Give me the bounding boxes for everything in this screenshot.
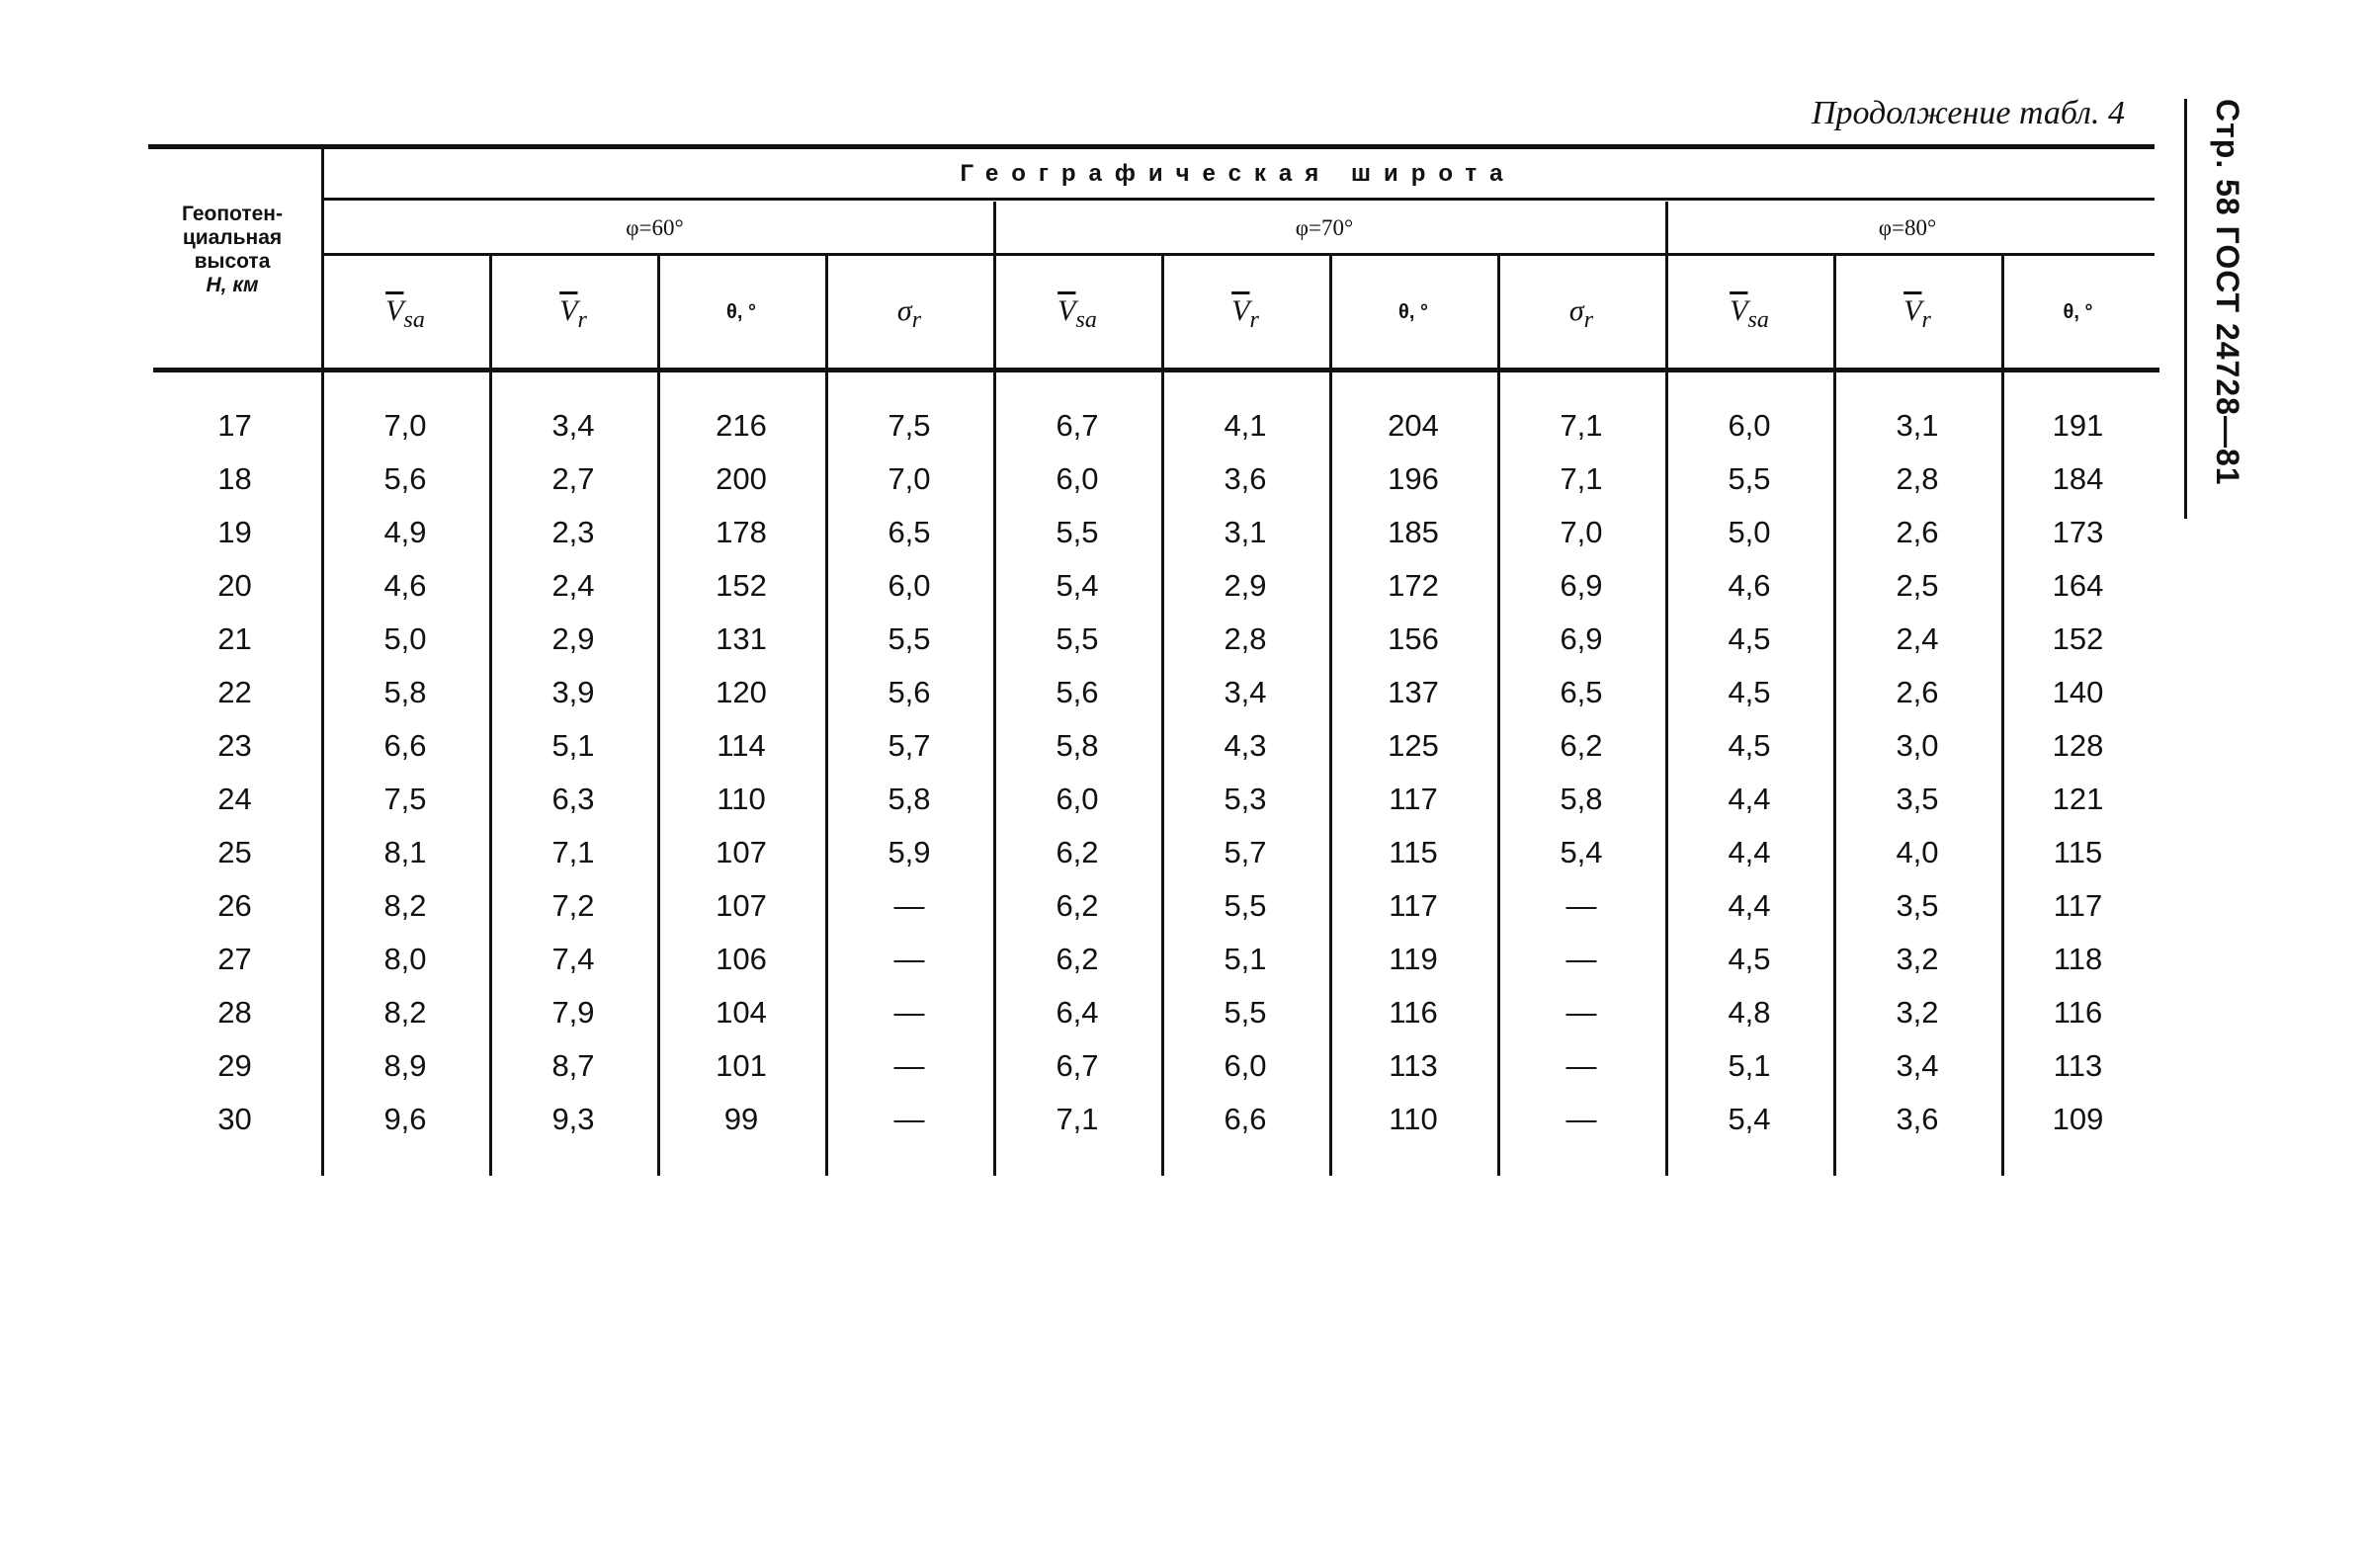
table-cell: 5,8	[383, 675, 427, 709]
column-header-sigma: $\sigma_r$	[896, 294, 922, 333]
table-cell: 6,2	[1560, 728, 1603, 763]
table-cell: 3,0	[1896, 728, 1939, 763]
table-cell: 110	[1389, 1102, 1438, 1136]
column-header-vsa: $\overline{V}_{sa}$	[1057, 294, 1097, 333]
table-cell: 6,9	[1560, 621, 1603, 656]
table-cell: 4,4	[1728, 835, 1771, 869]
table-cell: 7,0	[383, 408, 427, 443]
table-cell: 107	[716, 835, 767, 869]
group-title: Географическая широта	[960, 160, 1516, 187]
row-height-cell: 24	[217, 782, 252, 816]
header-bottom-rule	[153, 368, 2159, 372]
table-cell: 184	[2052, 461, 2104, 496]
table-cell: 6,0	[888, 568, 931, 603]
row-height-cell: 27	[217, 942, 252, 976]
table-cell: 4,4	[1728, 782, 1771, 816]
row-height-cell: 23	[217, 728, 252, 763]
table-cell: 2,3	[551, 515, 595, 549]
row-header-line-4: H, км	[206, 274, 259, 296]
row-height-cell: 20	[217, 568, 252, 603]
table-cell: 7,1	[1560, 461, 1603, 496]
table-cell: 3,1	[1896, 408, 1939, 443]
latitude-80: φ=80°	[1878, 215, 1937, 240]
table-cell: 5,8	[1056, 728, 1099, 763]
table-cell: 117	[2053, 888, 2103, 923]
table-cell: 196	[1388, 461, 1439, 496]
table-cell: 2,8	[1224, 621, 1267, 656]
table-cell: 116	[2053, 995, 2103, 1030]
table-cell: 7,5	[888, 408, 931, 443]
table-cell: 8,2	[383, 888, 427, 923]
table-cell: 9,3	[551, 1102, 595, 1136]
row-height-cell: 17	[217, 408, 252, 443]
row-height-cell: 26	[217, 888, 252, 923]
table-cell: 4,5	[1728, 675, 1771, 709]
table-cell: 110	[717, 782, 766, 816]
table-cell: 6,7	[1056, 408, 1099, 443]
table-cell: 118	[2053, 942, 2103, 976]
table-cell: 3,2	[1896, 942, 1939, 976]
table-cell: 3,2	[1896, 995, 1939, 1030]
column-header-vr: $\overline{V}_r$	[1231, 294, 1259, 333]
table-cell: 7,0	[888, 461, 931, 496]
table-cell: 7,1	[1560, 408, 1603, 443]
table-cell: 104	[716, 995, 767, 1030]
table-cell: 152	[716, 568, 767, 603]
table-cell: 8,7	[551, 1048, 595, 1083]
table-cell: 2,9	[1224, 568, 1267, 603]
column-header-sigma: $\sigma_r$	[1568, 294, 1594, 333]
table-cell: 4,5	[1728, 728, 1771, 763]
table-cell: 5,5	[1728, 461, 1771, 496]
column-header-vsa: $\overline{V}_{sa}$	[1730, 294, 1769, 333]
table-cell: 6,5	[888, 515, 931, 549]
table-cell: 7,1	[1056, 1102, 1099, 1136]
table-cell: 109	[2052, 1102, 2104, 1136]
table-cell: 5,0	[383, 621, 427, 656]
table-cell: 3,1	[1224, 515, 1267, 549]
table-cell: 121	[2052, 782, 2104, 816]
table-top-rule	[148, 144, 2155, 149]
table-cell: 131	[716, 621, 767, 656]
table-cell: 4,5	[1728, 621, 1771, 656]
row-height-cell: 25	[217, 835, 252, 869]
page-side-header: Стр. 58 ГОСТ 24728—81	[2210, 99, 2245, 486]
table-cell: 5,4	[1728, 1102, 1771, 1136]
table-cell: 7,9	[551, 995, 595, 1030]
row-height-cell: 18	[217, 461, 252, 496]
row-height-cell: 29	[217, 1048, 252, 1083]
table-cell: 5,8	[1560, 782, 1603, 816]
column-header-vr: $\overline{V}_r$	[1903, 294, 1931, 333]
table-cell: 3,5	[1896, 888, 1939, 923]
column-header-vr: $\overline{V}_r$	[559, 294, 587, 333]
table-cell: 5,5	[1224, 995, 1267, 1030]
table-cell: 5,8	[888, 782, 931, 816]
table-cell: 5,3	[1224, 782, 1267, 816]
table-cell: 117	[1389, 782, 1438, 816]
table-cell: 200	[716, 461, 767, 496]
table-cell: 4,9	[383, 515, 427, 549]
table-cell: 4,4	[1728, 888, 1771, 923]
table-cell: 185	[1388, 515, 1439, 549]
table-cell: —	[1565, 1102, 1597, 1136]
table-cell: 2,6	[1896, 675, 1939, 709]
table-cell: —	[893, 995, 925, 1030]
table-cell: 191	[2052, 408, 2104, 443]
row-header-line-3: высота	[194, 250, 271, 273]
row-header-line-2: циальная	[182, 226, 283, 249]
table-cell: 106	[716, 942, 767, 976]
table-cell: —	[893, 888, 925, 923]
table-cell: —	[893, 1102, 925, 1136]
table-cell: 6,0	[1224, 1048, 1267, 1083]
table-cell: 7,0	[1560, 515, 1603, 549]
table-cell: —	[1565, 995, 1597, 1030]
latitude-rule	[321, 253, 2155, 256]
group-title-rule	[321, 198, 2155, 201]
table-cell: 6,5	[1560, 675, 1603, 709]
table-cell: 5,1	[1728, 1048, 1771, 1083]
table-cell: 5,5	[888, 621, 931, 656]
table-cell: 2,6	[1896, 515, 1939, 549]
table-cell: 5,5	[1056, 621, 1099, 656]
table-cell: 6,7	[1056, 1048, 1099, 1083]
table-cell: 216	[716, 408, 767, 443]
table-cell: 3,4	[551, 408, 595, 443]
table-cell: 120	[716, 675, 767, 709]
row-header-line-1: Геопотен-	[182, 203, 283, 225]
table-cell: 3,6	[1224, 461, 1267, 496]
table-cell: 164	[2052, 568, 2104, 603]
latitude-70: φ=70°	[1295, 215, 1354, 240]
table-cell: 8,9	[383, 1048, 427, 1083]
table-cell: 4,8	[1728, 995, 1771, 1030]
table-cell: 5,4	[1056, 568, 1099, 603]
table-cell: 8,2	[383, 995, 427, 1030]
table-cell: 4,1	[1224, 408, 1267, 443]
table-cell: 4,6	[383, 568, 427, 603]
table-cell: 5,0	[1728, 515, 1771, 549]
table-cell: 99	[723, 1102, 759, 1136]
table-cell: 3,6	[1896, 1102, 1939, 1136]
table-cell: 7,1	[551, 835, 595, 869]
table-cell: 5,7	[888, 728, 931, 763]
table-cell: 6,6	[383, 728, 427, 763]
table-cell: 6,2	[1056, 888, 1099, 923]
table-cell: 116	[1389, 995, 1438, 1030]
table-cell: 115	[2053, 835, 2103, 869]
table-cell: 113	[2053, 1048, 2103, 1083]
table-cell: 5,1	[1224, 942, 1267, 976]
row-height-cell: 22	[217, 675, 252, 709]
table-cell: 2,8	[1896, 461, 1939, 496]
table-cell: 8,0	[383, 942, 427, 976]
table-cell: 6,0	[1056, 782, 1099, 816]
latitude-60: φ=60°	[626, 215, 684, 240]
column-header-theta: θ, °	[726, 301, 756, 323]
table-cell: 107	[716, 888, 767, 923]
side-rule	[2184, 99, 2187, 519]
table-cell: —	[1565, 942, 1597, 976]
table-cell: 113	[1389, 1048, 1438, 1083]
table-cell: 2,4	[1896, 621, 1939, 656]
row-height-cell: 19	[217, 515, 252, 549]
table-cell: 125	[1388, 728, 1439, 763]
table-cell: 5,7	[1224, 835, 1267, 869]
table-cell: 178	[716, 515, 767, 549]
table-cell: 5,4	[1560, 835, 1603, 869]
table-cell: 5,6	[383, 461, 427, 496]
table-cell: 3,5	[1896, 782, 1939, 816]
table-cell: 152	[2052, 621, 2104, 656]
row-height-cell: 28	[217, 995, 252, 1030]
table-cell: 6,9	[1560, 568, 1603, 603]
row-header-label	[148, 203, 316, 297]
table-cell: 128	[2052, 728, 2104, 763]
table-cell: 115	[1389, 835, 1438, 869]
table-cell: 6,4	[1056, 995, 1099, 1030]
table-cell: 7,5	[383, 782, 427, 816]
column-header-vsa: $\overline{V}_{sa}$	[385, 294, 425, 333]
table-cell: 6,3	[551, 782, 595, 816]
table-cell: —	[1565, 888, 1597, 923]
table-cell: 2,7	[551, 461, 595, 496]
table-cell: 2,5	[1896, 568, 1939, 603]
table-cell: 5,6	[888, 675, 931, 709]
table-cell: 5,1	[551, 728, 595, 763]
table-cell: 7,4	[551, 942, 595, 976]
table-cell: 6,2	[1056, 942, 1099, 976]
table-cell: 137	[1388, 675, 1439, 709]
column-header-theta: θ, °	[2063, 301, 2093, 323]
table-cell: 5,9	[888, 835, 931, 869]
table-cell: 2,4	[551, 568, 595, 603]
row-height-cell: 21	[217, 621, 252, 656]
table-cell: 6,2	[1056, 835, 1099, 869]
table-cell: 4,3	[1224, 728, 1267, 763]
table-cell: 5,5	[1056, 515, 1099, 549]
table-cell: 3,4	[1896, 1048, 1939, 1083]
table-cell: —	[1565, 1048, 1597, 1083]
table-cell: 114	[717, 728, 766, 763]
table-cell: 7,2	[551, 888, 595, 923]
table-cell: 117	[1389, 888, 1438, 923]
table-cell: 4,0	[1896, 835, 1939, 869]
table-cell: 6,0	[1056, 461, 1099, 496]
table-cell: 173	[2052, 515, 2104, 549]
table-cell: 156	[1388, 621, 1439, 656]
table-cell: 3,9	[551, 675, 595, 709]
table-cell: 101	[716, 1048, 767, 1083]
table-cell: 172	[1388, 568, 1439, 603]
table-cell: 5,5	[1224, 888, 1267, 923]
table-cell: —	[893, 1048, 925, 1083]
table-cell: 4,5	[1728, 942, 1771, 976]
table-cell: 140	[2052, 675, 2104, 709]
table-cell: 2,9	[551, 621, 595, 656]
table-cell: 5,6	[1056, 675, 1099, 709]
table-cell: 204	[1388, 408, 1439, 443]
column-header-theta: θ, °	[1398, 301, 1428, 323]
table-cell: 119	[1389, 942, 1438, 976]
row-height-cell: 30	[217, 1102, 252, 1136]
table-cell: 9,6	[383, 1102, 427, 1136]
table-cell: 4,6	[1728, 568, 1771, 603]
table-cell: 3,4	[1224, 675, 1267, 709]
table-cell: 8,1	[383, 835, 427, 869]
table-caption: Продолжение табл. 4	[1811, 95, 2125, 131]
table-cell: 6,6	[1224, 1102, 1267, 1136]
table-cell: —	[893, 942, 925, 976]
table-cell: 6,0	[1728, 408, 1771, 443]
